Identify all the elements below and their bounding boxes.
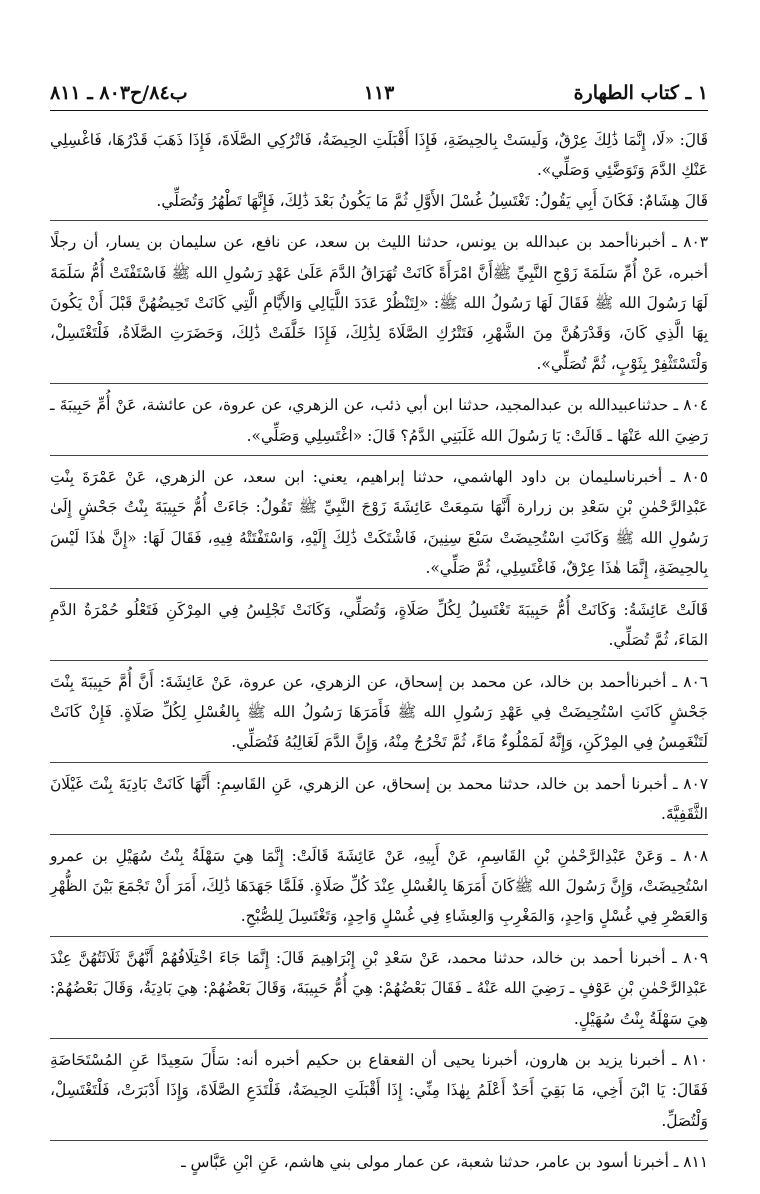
divider bbox=[50, 220, 708, 221]
paragraph-hadith-811: ٨١١ ـ أخبرنا أسود بن عامر، حدثنا شعبة، عن عمار مولى بني هاشم، عَنِ ابْنِ عَبَّاسٍ ـ bbox=[181, 1153, 708, 1172]
paragraph-hadith-810: ٨١٠ ـ أخبرنا يزيد بن هارون، أخبرنا يحيى أن القعقاع بن حكيم أخبره أنه: سَأَلَ سَعِيدًا عَنِ المُسْتَحَاضَةِ فَقَالَ: يَا ابْنَ أَخِي، مَا بَقِيَ أَحَدٌ أَعْلَمُ بِهٰذَا مِنِّي: إِذَا أَقْبَلَتِ الحِيضَةُ، فَلْتَدَعِ الصَّلَاةَ، وَإِذَا أَدْبَرَتْ، فَلْتَغْتَسِلْ، وَلْتُصَلِّ. bbox=[50, 1050, 708, 1130]
divider bbox=[50, 1140, 708, 1141]
page-body bbox=[50, 125, 708, 1178]
page-number: ١١٣ bbox=[363, 82, 395, 104]
paragraph-hadith-805: ٨٠٥ ـ أخبرناسليمان بن داود الهاشمي، حدثنا إبراهيم، يعني: ابن سعد، عن الزهري، عَنْ عَمْرَةَ بِنْتِ عَبْدِالرَّحْمٰنِ بْنِ سَعْدِ بن زرارة أَنَّهَا سَمِعَتْ عَائِشَةَ زَوْجَ النَّبِيِّ ﷺ تَقُولُ: جَاءَتْ أُمُّ حَبِيبَةَ بِنْتُ جَحْشٍ إِلَىٰ رَسُولِ الله ﷺ وَكَانَتِ اسْتُحِيضَتْ سَبْعَ سِنِينَ، فَاشْتَكَتْ ذَٰلِكَ إِلَيْهِ، وَاسْتَفْتَتْهُ فِيهِ، فَقَالَ لَهَا: «إِنَّ هٰذَا لَيْسَ بِالحِيضَةِ، إِنَّمَا هٰذَا عِرْقٌ، فَاغْتَسِلِي، ثُمَّ صَلِّي». bbox=[50, 468, 708, 578]
paragraph-hisham-note: قَالَ هِشَامٌ: فَكَانَ أَبِي يَقُولُ: تَغْتَسِلُ غُسْلَ الأَوَّلِ ثُمَّ مَا يَكُونُ بَعْدَ ذَٰلِكَ، فَإِنَّهَا تَطْهُرُ وَتُصَلِّي. bbox=[156, 191, 708, 210]
hadith-range: ب٨٤/ح٨٠٣ ـ ٨١١ bbox=[50, 82, 188, 104]
book-page bbox=[50, 80, 708, 1180]
divider bbox=[50, 1038, 708, 1039]
paragraph-hadith-807: ٨٠٧ ـ أخبرنا أحمد بن خالد، حدثنا محمد بن إسحاق، عن الزهري، عَنِ القَاسِمِ: أَنَّهَا كَانَتْ بَادِيَةَ بِنْتَ غَيْلَانَ الثَّقَفِيَّةَ. bbox=[50, 774, 708, 824]
divider bbox=[50, 455, 708, 456]
paragraph-hadith-806: ٨٠٦ ـ أخبرناأحمد بن خالد، عن محمد بن إسحاق، عن الزهري، عن عروة، عَنْ عَائِشَةَ: أَنَّ أُمَّ حَبِيبَةَ بِنْتَ جَحْشٍ كَانَتِ اسْتُحِيضَتْ فِي عَهْدِ رَسُولِ الله ﷺ فَأَمَرَهَا رَسُولُ الله ﷺ بِالغُسْلِ لِكُلِّ صَلَاةٍ. فَإِنْ كَانَتْ لَتَنْغَمِسُ فِي المِرْكَنِ، وَإِنَّهُ لَمَمْلُوءٌ مَاءً، ثُمَّ تَخْرُجُ مِنْهُ، وَإِنَّ الدَّمَ لَغَالِبُهُ فَتُصَلِّي. bbox=[50, 672, 708, 752]
divider bbox=[50, 383, 708, 384]
divider bbox=[50, 834, 708, 835]
paragraph-hadith-803: ٨٠٣ ـ أخبرناأحمد بن عبدالله بن يونس، حدثنا الليث بن سعد، عن نافع، عن سليمان بن يسار، أن رجلًا أخبره، عَنْ أُمِّ سَلَمَةَ زَوْجِ النَّبِيِّ ﷺأَنَّ امْرَأَةً كَانَتْ تُهَرَاقُ الدَّمَ عَلَىٰ عَهْدِ رَسُولِ الله ﷺ فَاسْتَفْتَتْ أُمُّ سَلَمَةَ لَهَا رَسُولَ الله ﷺ فَقَالَ لَهَا رَسُولُ الله ﷺ: «لِتَنْظُرْ عَدَدَ اللَّيَالِي وَالأَيَّامِ الَّتِي كَانَتْ تَحِيضُهُنَّ قَبْلَ أَنْ يَكُونَ بِهَا الَّذِي كَانَ، وَقَدْرَهُنَّ مِنَ الشَّهْرِ، فَتَتْرُكِ الصَّلَاةَ لِذَٰلِكَ، فَإِذَا خَلَّفَتْ ذَٰلِكَ، وَحَضَرَتِ الصَّلَاةُ، فَلْتَغْتَسِلْ، وَلْتَسْتَثْفِرْ بِثَوْبٍ، ثُمَّ تُصَلِّي». bbox=[50, 233, 708, 373]
paragraph-hadith-802-end: قَالَ: «لَا، إِنَّمَا ذَٰلِكَ عِرْقٌ، وَلَيسَتْ بِالحِيضَةِ، فَإِذَا أَقْبَلَتِ الحِيضَةُ، فَاتْرُكِي الصَّلَاةَ، فَإِذَا ذَهَبَ قَدْرُهَا، فَاغْسِلِي عَنْكِ الدَّمَ وَتَوَضَّئِي وَصَلِّي». bbox=[50, 131, 708, 180]
divider bbox=[50, 936, 708, 937]
paragraph-aisha-note: قَالَتْ عَائِشَةُ: وَكَانَتْ أُمُّ حَبِيبَةَ تَغْتَسِلُ لِكُلِّ صَلَاةٍ، وَتُصَلِّي، وَكَانَتْ تَجْلِسُ فِي المِرْكَنِ فَتَعْلُو حُمْرَةُ الدَّمِ المَاءَ، ثُمَّ تُصَلِّي. bbox=[50, 600, 708, 650]
paragraph-hadith-804: ٨٠٤ ـ حدثناعبيدالله بن عبدالمجيد، حدثنا ابن أبي ذئب، عن الزهري، عن عروة، عن عائشة، عَنْ أُمِّ حَبِيبَةَ ـ رَضِيَ الله عَنْهَا ـ قَالَتْ: يَا رَسُولَ الله غَلَبَنِي الدَّمُ؟ قَالَ: «اغْتَسِلِي وَصَلِّي». bbox=[50, 396, 708, 445]
divider bbox=[50, 588, 708, 589]
paragraph-hadith-809: ٨٠٩ ـ أخبرنا أحمد بن خالد، حدثنا محمد، عَنْ سَعْدِ بْنِ إِبْرَاهِيمَ قَالَ: إِنَّمَا جَاءَ اخْتِلَافُهُمْ أَنَّهُنَّ ثَلَاثَتُهُنَّ عِنْدَ عَبْدِالرَّحْمٰنِ بْنِ عَوْفٍ ـ رَضِيَ الله عَنْهُ ـ فَقَالَ بَعْضُهُمْ: هِيَ أُمُّ حَبِيبَةَ، وَقَالَ بَعْضُهُمْ: هِيَ بَادِيَةُ، وَقَالَ بَعْضُهُمْ: هِيَ سَهْلَةُ بِنْتُ سُهَيْلٍ. bbox=[50, 948, 708, 1028]
page-header bbox=[50, 80, 708, 111]
divider bbox=[50, 762, 708, 763]
paragraph-hadith-808: ٨٠٨ ـ وَعَنْ عَبْدِالرَّحْمٰنِ بْنِ القَاسِمِ، عَنْ أَبِيهِ، عَنْ عَائِشَةَ قَالَتْ: إِنَّمَا هِيَ سَهْلَةُ بِنْتُ سُهَيْلِ بن عمرو اسْتُحِيضَتْ، وَإِنَّ رَسُولَ الله ﷺكَانَ أَمَرَهَا بِالغُسْلِ عِنْدَ كُلِّ صَلَاةٍ. فَلَمَّا جَهَدَهَا ذَٰلِكَ، أَمَرَ أَنْ تَجْمَعَ بَيْنَ الظُّهْرِ وَالعَصْرِ فِي غُسْلٍ وَاحِدٍ، وَالمَغْرِبِ وَالعِشَاءِ فِي غُسْلٍ وَاحِدٍ، وَتَغْتَسِلَ لِلصُّبْحِ. bbox=[50, 846, 708, 926]
divider bbox=[50, 660, 708, 661]
chapter-title: ١ ـ كتاب الطهارة bbox=[573, 82, 708, 104]
